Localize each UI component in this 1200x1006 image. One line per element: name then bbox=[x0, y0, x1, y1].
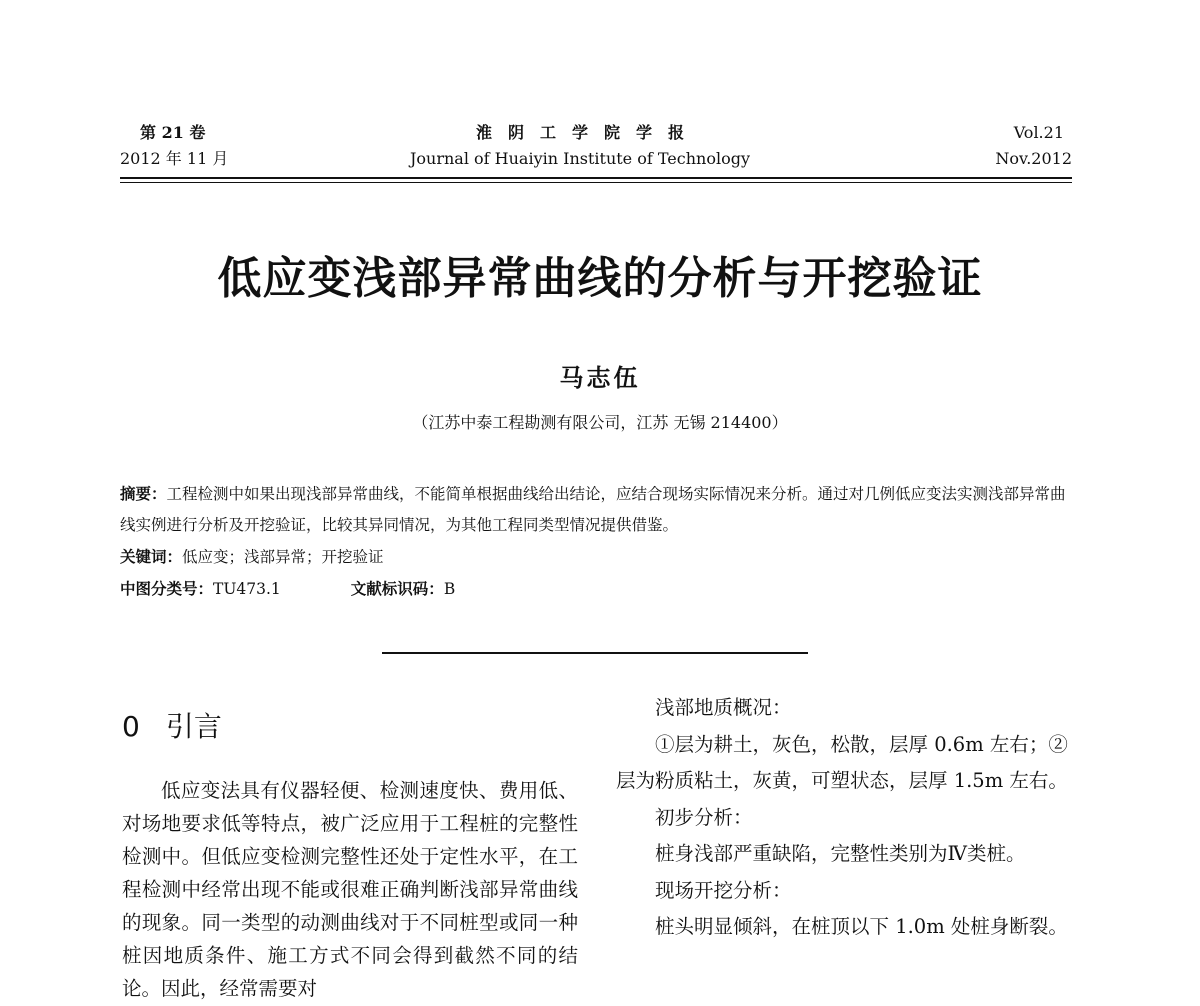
prelim-label: 初步分析： bbox=[655, 805, 753, 829]
affiliation: （江苏中泰工程勘测有限公司，江苏 无锡 214400） bbox=[412, 413, 788, 432]
date-en: Nov.2012 bbox=[995, 149, 1072, 168]
clc-value: TU473.1 bbox=[213, 580, 281, 598]
volume-en: Vol.21 bbox=[1013, 123, 1064, 142]
left-column bbox=[122, 774, 578, 1005]
volume-number: 第 21 卷 bbox=[140, 123, 206, 142]
section-number: 0 bbox=[122, 710, 140, 743]
section-title: 引言 bbox=[165, 710, 222, 743]
author-name: 马志伍 bbox=[559, 363, 641, 392]
paper-title: 低应变浅部异常曲线的分析与开挖验证 bbox=[217, 253, 983, 304]
issue-date: 2012 年 11 月 bbox=[120, 149, 229, 168]
prelim-text: 桩身浅部严重缺陷，完整性类别为Ⅳ类桩。 bbox=[655, 842, 1026, 865]
journal-name-cn: 淮 阴 工 学 院 学 报 bbox=[475, 123, 684, 142]
doc-code-value: B bbox=[443, 580, 456, 598]
right-column bbox=[616, 690, 1072, 946]
keywords-text: 低应变；浅部异常；开挖验证 bbox=[182, 548, 384, 566]
site-label: 现场开挖分析： bbox=[655, 878, 792, 902]
keywords-line bbox=[120, 541, 1075, 573]
classification-line bbox=[120, 573, 1075, 605]
geology-text: ①层为耕土，灰色，松散，层厚 0.6m 左右；②层为粉质粘土，灰黄，可塑状态，层厚 1.5m 左右。 bbox=[616, 732, 1068, 792]
site-text: 桩头明显倾斜，在桩顶以下 1.0m 处桩身断裂。 bbox=[655, 915, 1068, 938]
keywords-label: 关键词： bbox=[120, 547, 183, 566]
abstract-label: 摘要： bbox=[120, 484, 167, 503]
journal-name-en: Journal of Huaiyin Institute of Technology bbox=[409, 149, 751, 168]
section-heading bbox=[122, 705, 222, 745]
abstract-separator bbox=[382, 652, 808, 654]
abstract-paragraph bbox=[120, 478, 1075, 541]
header-rule-thin bbox=[120, 182, 1072, 183]
clc-label: 中图分类号： bbox=[120, 579, 214, 598]
geology-label: 浅部地质概况： bbox=[655, 696, 792, 719]
abstract-text: 工程检测中如果出现浅部异常曲线，不能简单根据曲线给出结论，应结合现场实际情况来分析。通过对几例低应变法实测浅部异常曲线实例进行分析及开挖验证，比较其异同情况，为其他工程同类型情况提供借鉴。 bbox=[120, 485, 1066, 534]
header-rule-thick bbox=[120, 177, 1072, 179]
intro-paragraph: 低应变法具有仪器轻便、检测速度快、费用低、对场地要求低等特点，被广泛应用于工程桩的完整性检测中。但低应变检测完整性还处于定性水平，在工程检测中经常出现不能或很难正确判断浅部异常曲线的现象。同一类型的动测曲线对于不同桩型或同一种桩因地质条件、施工方式不同会得到截然不同的结论。因此，经常需要对 bbox=[122, 779, 578, 1000]
doc-code-label: 文献标识码： bbox=[350, 579, 444, 598]
abstract-block bbox=[120, 478, 1075, 605]
